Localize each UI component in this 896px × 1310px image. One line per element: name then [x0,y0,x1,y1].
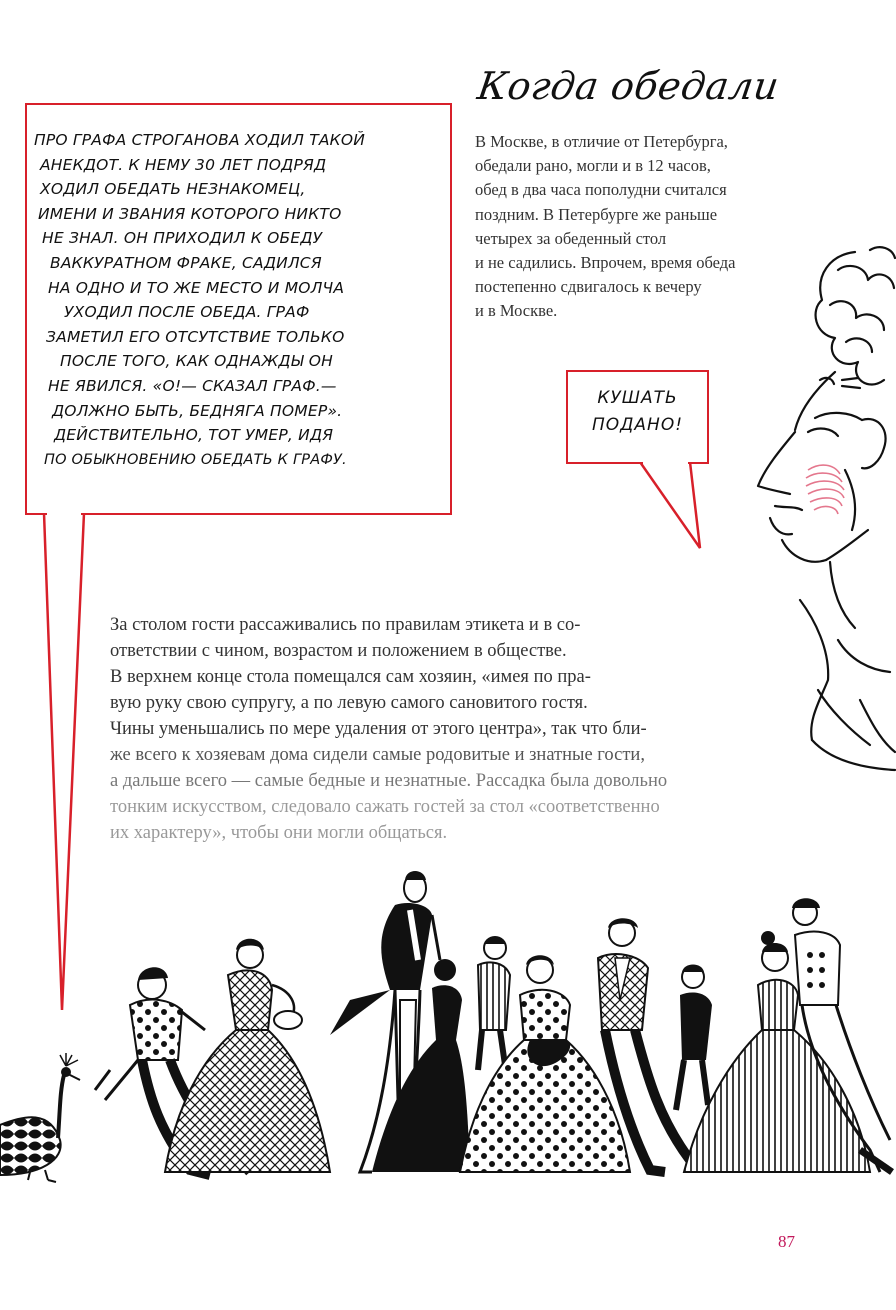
moscow-line: четырех за обеденный стол [475,228,667,248]
moscow-line: В Москве, в отличие от Петербурга, [475,132,728,151]
main-line: В верхнем конце стола помещался сам хозяин, «имея по пра- [110,667,591,687]
anecdote-line: ХОДИЛ ОБЕДАТЬ НЕЗНАКОМЕЦ, [40,180,306,199]
main-line: тонким искусством, следовало сажать гостей за стол «соответственно [110,797,660,817]
anecdote-line: НЕ ЯВИЛСЯ. «О!— СКАЗАЛ ГРАФ.— [48,376,337,395]
anecdote-line: ЗАМЕТИЛ ЕГО ОТСУТСТВИЕ ТОЛЬКО [46,327,345,346]
moscow-line: и в Москве. [475,301,558,321]
main-line: вую руку свою супругу, а по левую самого сановитого гостя. [110,693,588,713]
anecdote-line: ПОСЛЕ ТОГО, КАК ОДНАЖДЫ ОН [60,352,333,371]
main-line: За столом гости рассаживались по правилам этикета и в со- [110,615,581,635]
guest-figure [676,965,712,1111]
main-line: их характеру», чтобы они могли общаться. [110,823,448,843]
moscow-line: и не садились. Впрочем, время обеда [475,253,736,273]
moscow-line: обед в два часа пополудни считался [475,180,727,200]
main-line: Чины уменьшались по мере удаления от этого центра», так что бли- [110,719,647,739]
anecdote-line: ДОЛЖНО БЫТЬ, БЕДНЯГА ПОМЕР». [52,401,343,420]
guest-figure [684,931,870,1172]
anecdote-line: НА ОДНО И ТО ЖЕ МЕСТО И МОЛЧА [48,278,345,297]
anecdote-line: ИМЕНИ И ЗВАНИЯ КОТОРОГО НИКТО [38,204,342,223]
guest-figure [478,937,510,1071]
moscow-line: постепенно сдвигалось к вечеру [475,277,702,297]
main-line: ответствии с чином, возрастом и положением в обществе. [110,641,567,661]
section-title: Когда обедали [474,64,782,108]
main-line: же всего к хозяевам дома сидели самые родовитые и знатные гости, [110,745,645,765]
guest-figure [165,939,330,1172]
moscow-line: обедали рано, могли и в 12 часов, [475,156,711,176]
anecdote-line: НЕ ЗНАЛ. ОН ПРИХОДИЛ К ОБЕДУ [42,229,323,248]
anecdote-line: ПРО ГРАФА СТРОГАНОВА ХОДИЛ ТАКОЙ [34,131,366,149]
main-line: а дальше всего — самые бедные и незнатные. Рассадка была довольно [110,771,668,791]
anecdote-line: АНЕКДОТ. К НЕМУ 30 ЛЕТ ПОДРЯД [40,155,327,174]
moscow-line: поздним. В Петербурге же раньше [475,204,718,224]
bubble-line: ПОДАНО! [591,415,684,435]
anecdote-line: ДЕЙСТВИТЕЛЬНО, ТОТ УМЕР, ИДЯ [54,426,334,445]
anecdote-line: ПО ОБЫКНОВЕНИЮ ОБЕДАТЬ К ГРАФУ. [44,451,347,468]
page-number: 87 [778,1232,795,1251]
bubble-line: КУШАТЬ [597,388,678,408]
anecdote-line: УХОДИЛ ПОСЛЕ ОБЕДА. ГРАФ [64,303,310,322]
anecdote-line: ВАККУРАТНОМ ФРАКЕ, САДИЛСЯ [50,253,322,272]
peacock-figure [0,1053,80,1182]
